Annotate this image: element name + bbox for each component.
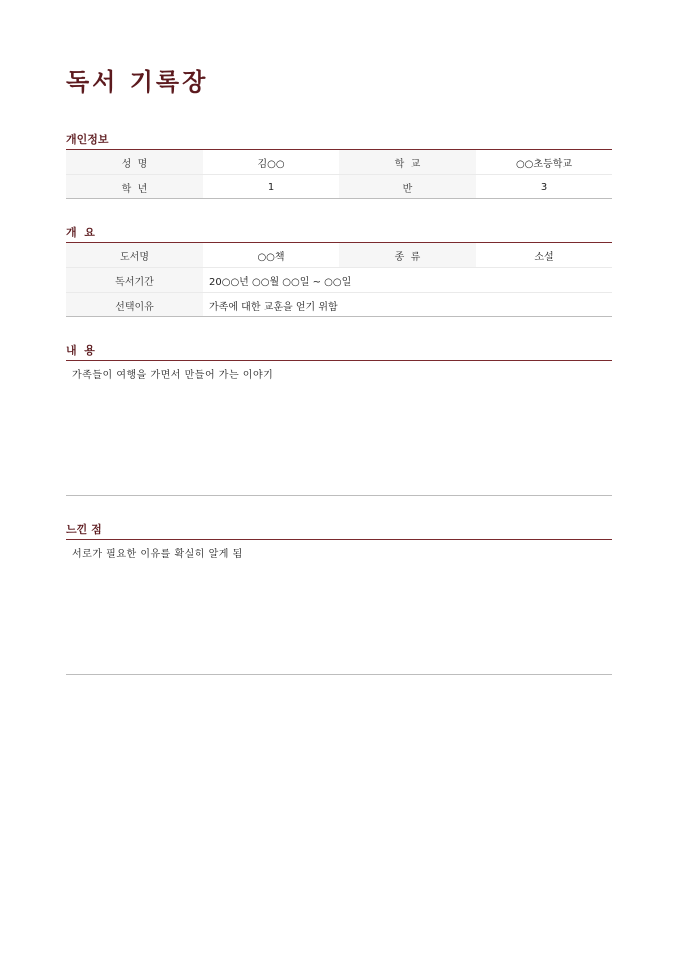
- selection-reason-label: 선택이유: [66, 293, 203, 318]
- reading-period-label: 독서기간: [66, 268, 203, 293]
- table-row: [66, 243, 612, 268]
- school-label: 학 교: [339, 150, 476, 175]
- content-heading: 내 용: [66, 344, 95, 357]
- impression-text: 서로가 필요한 이유를 확실히 알게 됨: [72, 549, 243, 560]
- table-row: [66, 268, 612, 293]
- impression-bottom-rule: [66, 674, 612, 675]
- class-label: 반: [339, 175, 476, 200]
- genre-value: 소설: [476, 243, 612, 268]
- grade-value: 1: [267, 181, 275, 193]
- book-title-value: ○○책: [203, 243, 339, 268]
- content-text: 가족들이 여행을 가면서 만들어 가는 이야기: [72, 370, 274, 381]
- reading-period-value: 20○○년 ○○월 ○○일 ~ ○○일: [203, 268, 612, 293]
- impression-top-rule: [66, 539, 612, 540]
- grade-label: 학 년: [66, 175, 203, 200]
- genre-label: 종 류: [339, 243, 476, 268]
- table-row: [66, 293, 612, 318]
- personal-info-bottom-rule: [66, 198, 612, 199]
- table-row: [66, 150, 612, 175]
- overview-heading: 개 요: [66, 226, 95, 239]
- impression-heading: 느낀 점: [66, 523, 102, 536]
- personal-info-heading: 개인정보: [66, 133, 109, 146]
- table-row: [66, 175, 612, 200]
- overview-bottom-rule: [66, 316, 612, 317]
- class-value: 3: [540, 181, 548, 193]
- name-value: 김○○: [203, 150, 339, 175]
- content-top-rule: [66, 360, 612, 361]
- book-title-label: 도서명: [66, 243, 203, 268]
- school-value: ○○초등학교: [476, 150, 612, 175]
- overview-table: [66, 243, 612, 317]
- selection-reason-value: 가족에 대한 교훈을 얻기 위함: [209, 301, 338, 313]
- personal-info-table: [66, 150, 612, 199]
- name-label: 성 명: [66, 150, 203, 175]
- page-title: 독서 기록장: [66, 68, 209, 96]
- content-bottom-rule: [66, 495, 612, 496]
